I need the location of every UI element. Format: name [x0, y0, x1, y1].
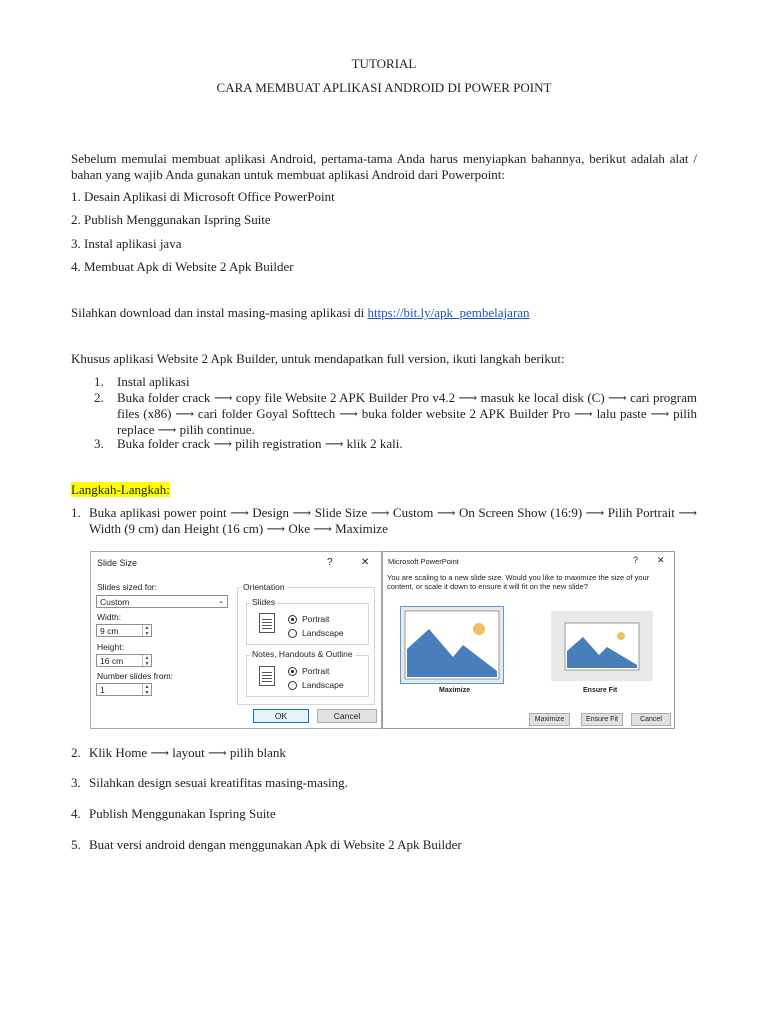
height-field[interactable]	[96, 654, 152, 667]
maximize-option[interactable]	[400, 606, 504, 684]
ok-button[interactable]: OK	[253, 709, 309, 723]
height-label: Height:	[97, 642, 124, 652]
number-from-label: Number slides from:	[97, 671, 174, 681]
close-icon[interactable]: ✕	[361, 557, 370, 568]
list-item: 2. Publish Menggunakan Ispring Suite	[71, 212, 271, 227]
landscape-label: Landscape	[302, 628, 344, 638]
slides-sized-for-select[interactable]	[96, 595, 228, 608]
chevron-down-icon: ⌄	[218, 598, 224, 605]
ensure-fit-caption: Ensure Fit	[583, 687, 618, 694]
orientation-label: Orientation	[243, 582, 285, 592]
list-item: Klik Home ⟶ layout ⟶ pilih blank	[89, 745, 286, 760]
list-item: 3. Instal aplikasi java	[71, 236, 182, 251]
list-number: 2.	[94, 390, 104, 405]
notes-page-icon	[259, 666, 275, 686]
list-number: 1.	[71, 505, 81, 520]
download-link[interactable]: https://bit.ly/apk_pembelajaran	[367, 305, 530, 320]
download-text: Silahkan download dan instal masing-masing aplikasi di	[71, 305, 365, 320]
maximize-caption: Maximize	[439, 687, 471, 694]
width-label: Width:	[97, 612, 122, 622]
width-value: 9 cm	[100, 626, 119, 636]
highlighted-heading: Langkah-Langkah:	[71, 482, 170, 497]
intro-paragraph: Sebelum memulai membuat aplikasi Android, pertama-tama Anda harus menyiapkan bahannya, berikut adalah alat / bahan yang wajib Anda gunakan untuk membuat aplikasi Android dari Powerpoint:	[71, 151, 697, 182]
portrait-page-icon	[259, 613, 275, 633]
list-item: Buat versi android dengan menggunakan Apk di Website 2 Apk Builder	[89, 837, 462, 852]
list-number: 3.	[94, 436, 104, 451]
section-heading	[71, 482, 170, 498]
ensure-fit-button[interactable]: Ensure Fit	[581, 713, 623, 726]
landscape-image-icon	[401, 607, 503, 683]
list-item: Silahkan design sesuai kreatifitas masing-masing.	[89, 775, 348, 790]
list-number: 5.	[71, 837, 81, 852]
notes-landscape-radio[interactable]	[288, 681, 297, 690]
cancel-button[interactable]: Cancel	[317, 709, 377, 723]
slides-sized-for-label: Slides sized for:	[97, 582, 157, 592]
list-item: Buka aplikasi power point ⟶ Design ⟶ Slide Size ⟶ Custom ⟶ On Screen Show (16:9) ⟶ Pilih Portrait ⟶ Width (9 cm) dan Height (16 cm) ⟶ Oke ⟶ Maximize	[89, 505, 697, 536]
spinner-icon[interactable]: ▲ ▼	[142, 655, 151, 666]
list-number: 2.	[71, 745, 81, 760]
number-from-value: 1	[100, 685, 105, 695]
list-item: 1. Desain Aplikasi di Microsoft Office PowerPoint	[71, 189, 335, 204]
list-item: Buka folder crack ⟶ copy file Website 2 APK Builder Pro v4.2 ⟶ masuk ke local disk (C) ⟶ cari program files (x86) ⟶ cari folder Goyal Softtech ⟶ buka folder website 2 APK Builder Pro ⟶ lalu paste ⟶ pilih replace ⟶ pilih continue.	[117, 390, 697, 437]
portrait-radio[interactable]	[288, 615, 297, 624]
doc-title: TUTORIAL	[351, 56, 417, 71]
portrait-label: Portrait	[302, 614, 330, 624]
close-icon[interactable]: ✕	[657, 555, 665, 565]
slides-label: Slides	[252, 597, 276, 607]
download-paragraph	[71, 305, 530, 321]
help-icon[interactable]: ?	[327, 557, 333, 568]
notes-portrait-radio[interactable]	[288, 667, 297, 676]
khusus-paragraph: Khusus aplikasi Website 2 Apk Builder, untuk mendapatkan full version, ikuti langkah berikut:	[71, 351, 565, 366]
dialog-title: Slide Size	[97, 558, 138, 568]
number-from-field[interactable]	[96, 683, 152, 696]
list-number: 3.	[71, 775, 81, 790]
ppt-scale-dialog	[382, 551, 675, 729]
notes-landscape-label: Landscape	[302, 680, 344, 690]
select-value: Custom	[100, 597, 130, 607]
list-item: 4. Membuat Apk di Website 2 Apk Builder	[71, 259, 294, 274]
list-item: Buka folder crack ⟶ pilih registration ⟶ klik 2 kali.	[117, 436, 403, 451]
list-item: Publish Menggunakan Ispring Suite	[89, 806, 276, 821]
spinner-icon[interactable]: ▲ ▼	[142, 684, 151, 695]
width-field[interactable]	[96, 624, 152, 637]
notes-label: Notes, Handouts & Outline	[252, 649, 353, 659]
ensure-fit-option[interactable]	[551, 611, 653, 681]
landscape-radio[interactable]	[288, 629, 297, 638]
help-icon[interactable]: ?	[633, 555, 639, 565]
cancel-button[interactable]: Cancel	[631, 713, 671, 726]
maximize-button[interactable]: Maximize	[529, 713, 570, 726]
list-item: Instal aplikasi	[117, 374, 190, 389]
dialog-title: Microsoft PowerPoint	[388, 557, 459, 566]
notes-portrait-label: Portrait	[302, 666, 330, 676]
list-number: 4.	[71, 806, 81, 821]
height-value: 16 cm	[100, 656, 124, 666]
list-number: 1.	[94, 374, 104, 389]
slide-size-dialog	[90, 551, 382, 729]
landscape-image-icon	[551, 611, 653, 681]
spinner-icon[interactable]: ▲ ▼	[142, 625, 151, 636]
doc-subtitle: CARA MEMBUAT APLIKASI ANDROID DI POWER POINT	[216, 80, 552, 95]
dialog-message: You are scaling to a new slide size. Would you like to maximize the size of your content, or scale it down to ensure it will fit on the new slide?	[387, 573, 650, 591]
